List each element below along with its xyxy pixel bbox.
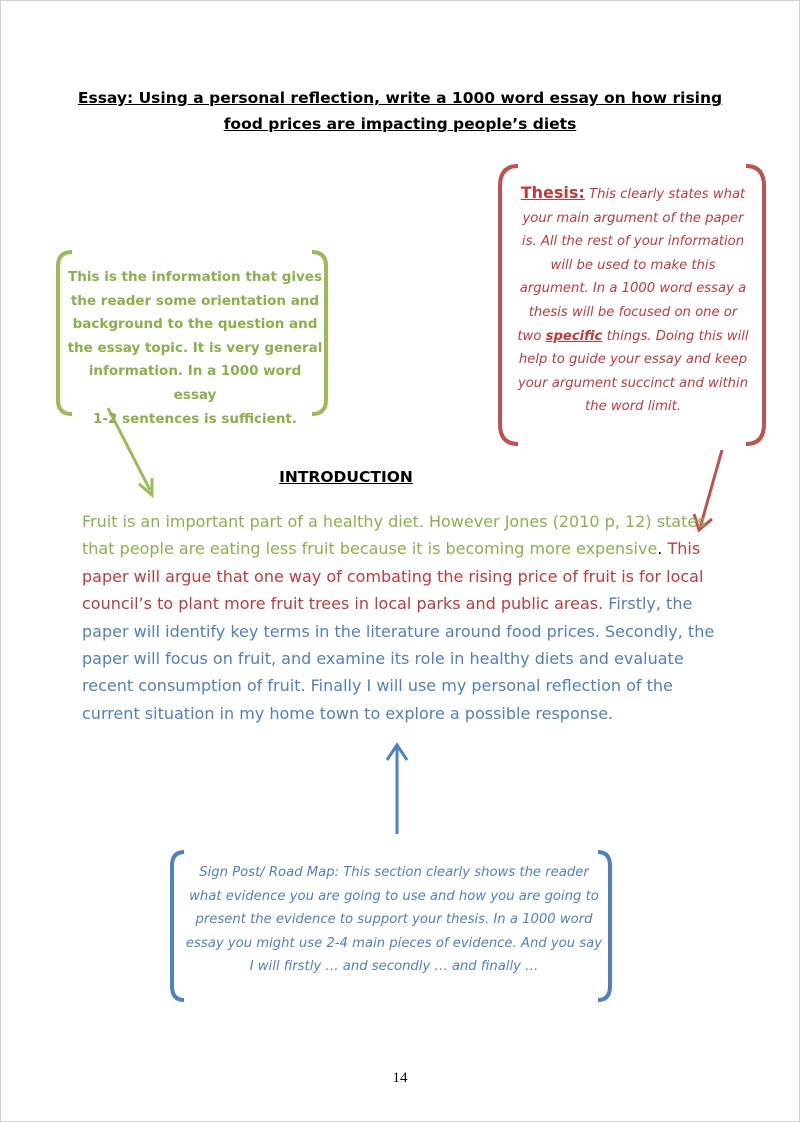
intro-line: paper will identify key terms in the literature around food prices. Secondly, the xyxy=(82,621,715,641)
thesis-emphasis-specific: specific xyxy=(545,328,603,344)
thesis-line-7-pre: two xyxy=(517,328,546,344)
signpost-note-line: I will firstly … and secondly … and finally … xyxy=(249,959,539,975)
thesis-line-7-post: things. Doing this will xyxy=(602,328,749,344)
intro-line: Fruit is an important part of a healthy diet. However Jones (2010 p, 12) states xyxy=(82,512,706,531)
intro-line xyxy=(82,535,732,562)
thesis-note-line: is. All the rest of your information xyxy=(521,234,745,250)
thesis-note-line: thesis will be focused on one or xyxy=(528,304,738,320)
thesis-note-line: argument. In a 1000 word essay a xyxy=(519,281,747,297)
page-number: 14 xyxy=(392,1070,408,1086)
intro-background-text: that people are eating less fruit because it is becoming more expensive xyxy=(82,539,658,559)
signpost-note-line: Sign Post/ Road Map: This section clearly shows the reader xyxy=(199,865,589,880)
intro-line: paper will argue that one way of combating the rising price of fruit is for local xyxy=(82,566,704,586)
intro-line: paper will focus on fruit, and examine its role in healthy diets and evaluate xyxy=(82,649,684,669)
thesis-note-line: your main argument of the paper xyxy=(522,210,744,226)
introduction-heading: INTRODUCTION xyxy=(279,468,413,486)
thesis-note-line: the word limit. xyxy=(585,399,681,415)
intro-thesis-text: This xyxy=(662,539,701,559)
essay-title-line-2: food prices are impacting people’s diets xyxy=(223,115,577,133)
introduction-paragraph xyxy=(82,508,732,727)
background-note-line: background to the question and xyxy=(72,316,318,333)
background-note-line: This is the information that gives xyxy=(68,269,322,285)
background-note-line: the essay topic. It is very general xyxy=(67,339,323,356)
background-note xyxy=(66,266,324,431)
background-note-line: the reader some orientation and xyxy=(70,292,320,309)
signpost-note-line: essay you might use 2-4 main pieces of evidence. And you say xyxy=(185,935,603,951)
intro-line: current situation in my home town to explore a possible response. xyxy=(82,703,614,723)
signpost-note xyxy=(180,861,608,979)
thesis-note-line xyxy=(508,181,758,207)
intro-line xyxy=(82,590,732,617)
thesis-note-line: help to guide your essay and keep xyxy=(518,352,748,368)
thesis-note-line xyxy=(508,325,758,349)
intro-line: recent consumption of fruit. Finally I will use my personal reflection of the xyxy=(82,676,673,696)
thesis-line-1-text: This clearly states what xyxy=(584,187,746,202)
essay-title-line-1: Essay: Using a personal reflection, write a 1000 word essay on how rising xyxy=(77,89,723,107)
intro-period: . xyxy=(657,539,663,559)
thesis-note xyxy=(508,181,758,419)
signpost-note-line: present the evidence to support your thesis. In a 1000 word xyxy=(195,912,593,928)
background-note-line: 1-2 sentences is sufficient. xyxy=(92,410,298,427)
intro-signpost-text: Firstly, the xyxy=(603,594,693,614)
background-note-line: information. In a 1000 word essay xyxy=(88,363,302,403)
thesis-label: Thesis: xyxy=(520,183,585,202)
thesis-note-line: will be used to make this xyxy=(550,257,716,273)
thesis-note-line: your argument succinct and within xyxy=(517,375,749,391)
signpost-note-line: what evidence you are going to use and how you are going to xyxy=(189,888,599,904)
intro-thesis-text: council’s to plant more fruit trees in local parks and public areas. xyxy=(82,594,604,614)
